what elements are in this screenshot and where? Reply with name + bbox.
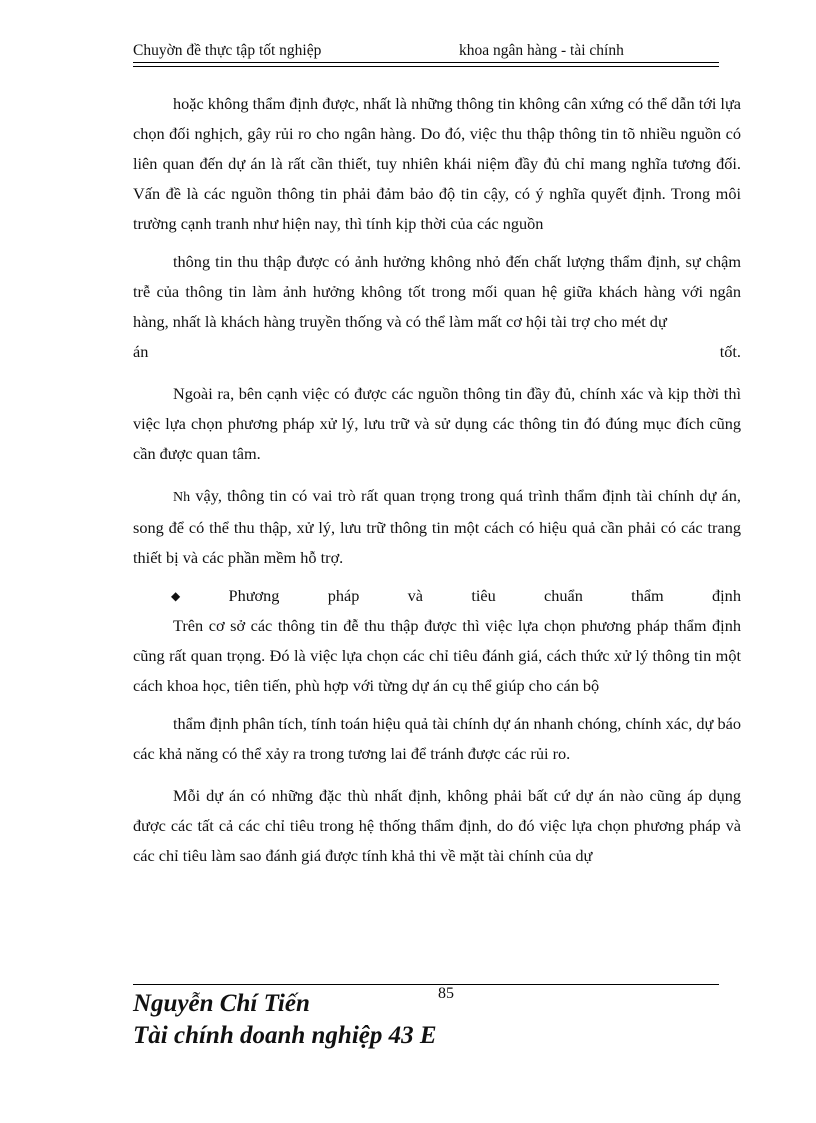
bullet-word: thẩm xyxy=(631,586,664,605)
header-right-text: khoa ngân hàng - tài chính xyxy=(459,42,624,59)
page-body xyxy=(133,89,741,871)
paragraph-4-start: Nh xyxy=(173,490,191,505)
bullet-word: pháp xyxy=(327,586,360,605)
paragraph-1: hoặc không thẩm định được, nhất là những thông tin không cân xứng có thể dẫn tới lựa chọn đối nghịch, gây rủi ro cho ngân hàng. Do đó, việc thu thập thông tin tõ nhiều nguồn có liên quan đến dự án là rất cần thiết, tuy nhiên khái niệm đầy đủ chỉ mang nghĩa tương đối. Vấn đề là các nguồn thông tin phải đảm bảo độ tin cậy, có ý nghĩa quyết định. Trong môi trường cạnh tranh như hiện nay, thì tính kịp thời của các nguồn xyxy=(133,94,741,233)
paragraph-4 xyxy=(133,481,741,573)
bullet-word: định xyxy=(712,586,741,605)
author-block xyxy=(133,988,437,1052)
bullet-word: Phương xyxy=(228,586,280,605)
author-name: Nguyễn Chí Tiến xyxy=(133,990,310,1017)
header-left-text: Chuyờn đề thực tập tốt nghiệp xyxy=(133,42,322,59)
page-header xyxy=(133,42,719,64)
paragraph-4-text: vậy, thông tin có vai trò rất quan trọng trong quá trình thẩm định tài chính dự án, song để có thể thu thập, xử lý, lưu trữ thông tin một cách có hiệu quả cần phải có các trang thiết bị và các phần mềm hỗ trợ. xyxy=(133,486,741,567)
diamond-bullet-icon: ◆ xyxy=(171,589,181,603)
author-class: Tài chính doanh nghiệp 43 E xyxy=(133,1022,437,1049)
bullet-heading xyxy=(133,581,741,611)
paragraph-7: Mỗi dự án có những đặc thù nhất định, không phải bất cứ dự án nào cũng áp dụng được các tất cả các chỉ tiêu trong hệ thống thẩm định, do đó việc lựa chọn phương pháp và các chỉ tiêu làm sao đánh giá được tính khả thi về mặt tài chính của dự xyxy=(133,786,741,865)
paragraph-3: Ngoài ra, bên cạnh việc có được các nguồn thông tin đầy đủ, chính xác và kịp thời thì việc lựa chọn phương pháp xử lý, lưu trữ và sử dụng các thông tin đó đúng mục đích cũng cần được quan tâm. xyxy=(133,384,741,463)
paragraph-2-end xyxy=(133,337,741,367)
paragraph-6: thẩm định phân tích, tính toán hiệu quả tài chính dự án nhanh chóng, chính xác, dự báo các khả năng có thể xảy ra trong tương lai để tránh được các rủi ro. xyxy=(133,714,741,763)
paragraph-2: thông tin thu thập được có ảnh hưởng không nhỏ đến chất lượng thẩm định, sự chậm trễ của thông tin làm ảnh hưởng không tốt trong mối quan hệ giữa khách hàng với ngân hàng, nhất là khách hàng truyền thống và có thể làm mất cơ hội tài trợ cho mét dự xyxy=(133,252,741,331)
bullet-word: tiêu xyxy=(471,586,496,605)
paragraph-5: Trên cơ sở các thông tin đễ thu thập được thì việc lựa chọn phương pháp thẩm định cũng rất quan trọng. Đó là việc lựa chọn các chỉ tiêu đánh giá, cách thức xử lý thông tin một cách khoa học, tiên tiến, phù hợp với từng dự án cụ thể giúp cho cán bộ xyxy=(133,616,741,695)
bullet-word: và xyxy=(407,586,424,605)
paragraph-2-end-right: tốt. xyxy=(719,342,741,361)
paragraph-2-end-left: án xyxy=(133,342,149,361)
page-number: 85 xyxy=(438,985,454,1002)
footer-rule xyxy=(133,984,719,985)
bullet-word: chuẩn xyxy=(544,586,583,605)
header-rule xyxy=(133,62,719,63)
header-rule-thin xyxy=(133,66,719,67)
